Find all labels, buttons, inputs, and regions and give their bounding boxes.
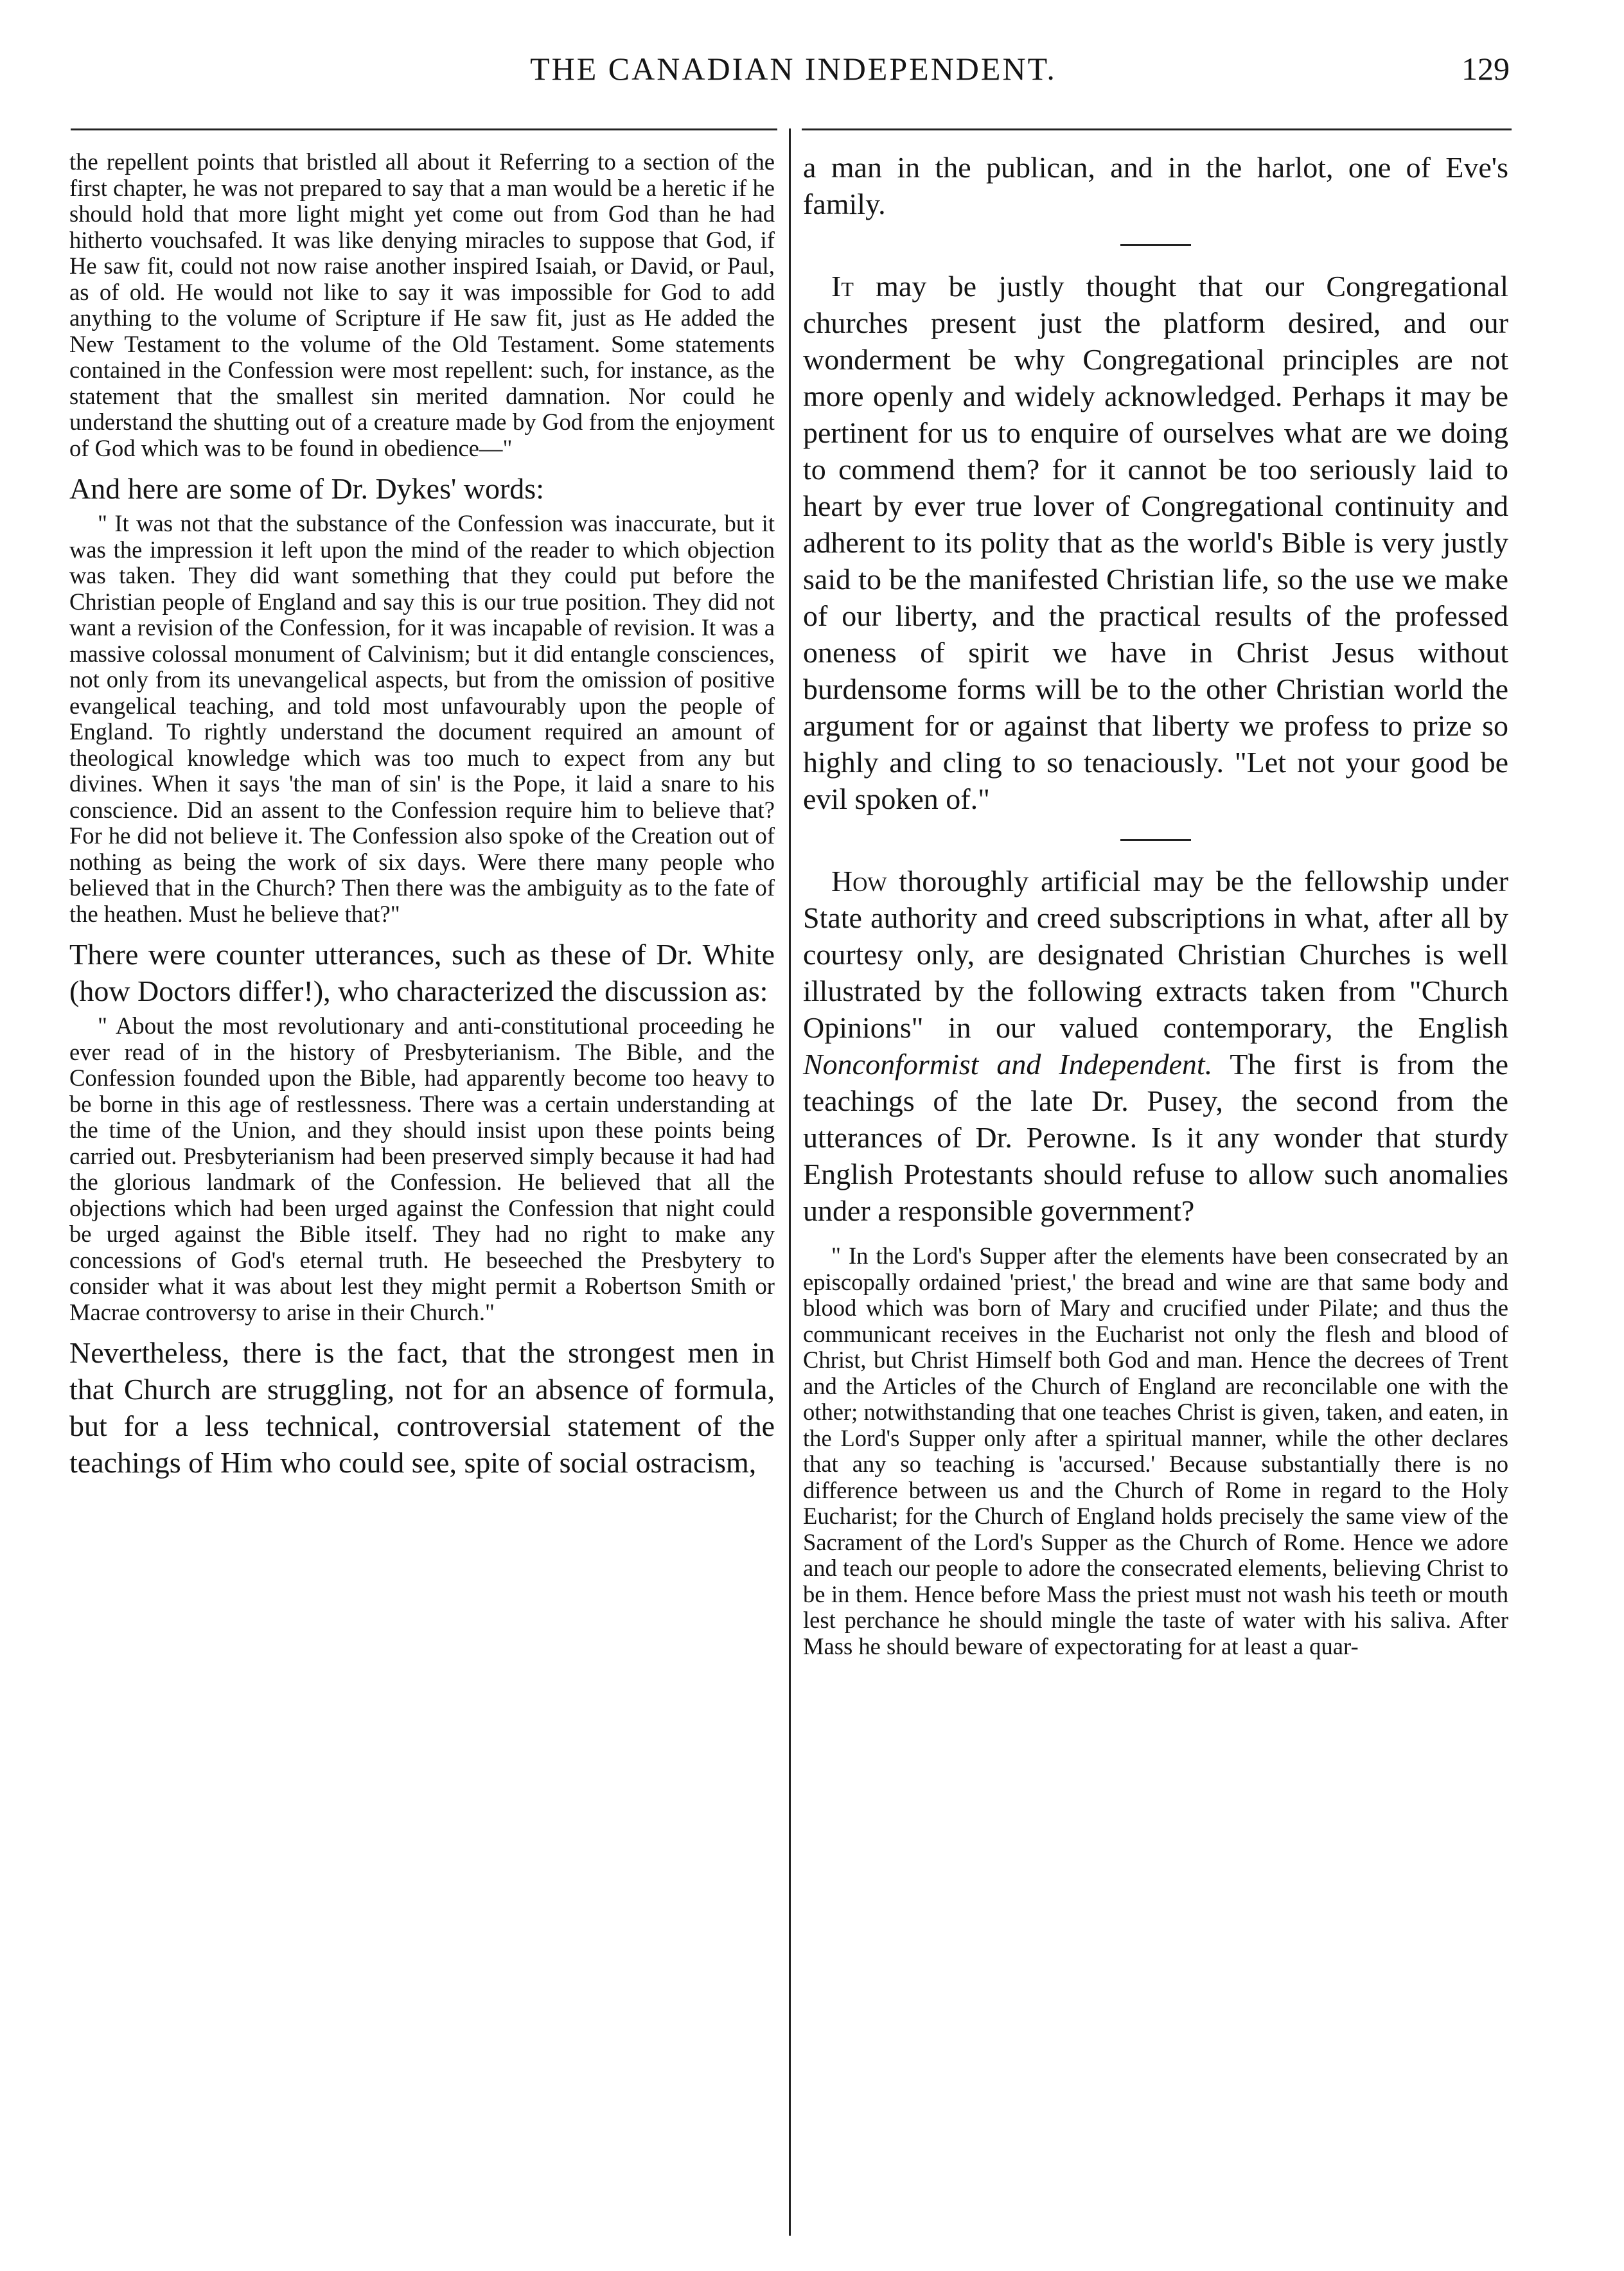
paragraph-text: may be justly thought that our Congregational churches present just the platform desired, and our wonderment be why Congregational principles are not more openly and widely acknowledged. Perhaps it may be pertinent for us to enquire of ourselves what are we doing to commend them? for it cannot be too seriously laid to heart by ever true lover of Congregational continuity and adherent to its polity that as the world's Bible is very justly said to be the manifested Christian life, so the use we make of our liberty, and the practical results of the professed oneness of spirit we have in Christ Jesus without burdensome forms will be to the other Christian world the argument for or against that liberty we profess to prize so highly and cling to so tenaciously. "Let not your good be evil spoken of." xyxy=(803,270,1508,815)
quote-dykes: " It was not that the substance of the Confession was inaccurate, but it was the impression it left upon the mind of the reader to which objection was taken. They did want something that they could put before the Christian people of England and say this is our true position. They did not want a revision of the Confession, for it was incapable of revision. It was a massive colossal monument of Calvinism; but it did entangle consciences, not only from its unevangelical aspects, but from the omission of positive evangelical teaching, and told most unfavourably upon the people of England. To rightly understand the document required an amount of theological knowledge which was too much to expect from any but divines. When it says 'the man of sin' is the Pope, it laid a snare to his conscience. Did an assent to the Confession require him to believe that? For he did not believe it. The Confession also spoke of the Creation out of nothing as being the work of six days. Were there many people who believed that in the Church? Then there was the ambiguity as to the fate of the heathen. Must he believe that?" xyxy=(69,510,775,927)
paragraph-text: The first is from the teachings of the late Dr. Pusey, the second from the utterances of Dr. Perowne. Is it any wonder that sturdy English Protestants should refuse to allow such anomalies under a responsible government? xyxy=(803,1048,1508,1227)
paragraph-intro-white: There were counter utterances, such as these of Dr. White (how Doctors differ!), who characterized the discussion as: xyxy=(69,938,775,1007)
lead-word: How xyxy=(831,865,887,897)
page-number: 129 xyxy=(1461,51,1510,87)
left-column xyxy=(69,149,775,1481)
right-column xyxy=(803,149,1508,1659)
section-divider xyxy=(1120,839,1191,841)
journal-title: THE CANADIAN INDEPENDENT. xyxy=(530,51,1057,87)
publication-name: Nonconformist and Independent. xyxy=(803,1048,1213,1081)
quote-pusey: " In the Lord's Supper after the elements have been consecrated by an episcopally ordained 'priest,' the bread and wine are that same body and blood which was born of Mary and crucified under Pilate; and thus the communicant receives in the Eucharist not only the flesh and blood of Christ, but Christ Himself both God and man. Hence the decrees of Trent and the Articles of the Church of England are reconcilable one with the other; notwithstanding that one teaches Christ is given, taken, and eaten, in the Lord's Supper only after a spiritual manner, while the other declares that any so teaching is 'accursed.' Because substantially there is no difference between us and the Church of Rome in regard to the Holy Eucharist; for the Church of England holds precisely the same view of the Sacrament of the Lord's Supper as the Church of Rome. Hence we adore and teach our people to adore the consecrated elements, believing Christ to be in them. Hence before Mass the priest must not wash his teeth or mouth lest perchance he should mingle the taste of water with his saliva. After Mass he should beware of expectorating for at least a quar- xyxy=(803,1242,1508,1659)
lead-word: It xyxy=(831,270,854,303)
paragraph-intro-dykes: And here are some of Dr. Dykes' words: xyxy=(69,472,544,505)
header-rule-right xyxy=(802,128,1512,130)
quote-white: " About the most revolutionary and anti-constitutional proceeding he ever read of in the history of Presbyterianism. The Bible, and the Confession founded upon the Bible, had apparently become too heavy to be borne in this age of restlessness. There was a certain understanding at the time of the Union, and they should insist upon these points being carried out. Presbyterianism had been preserved simply because it had had the glorious landmark of the Confession. He believed that all the objections which had been urged against the Confession that night could be urged against the Bible itself. They had no right to make any concessions of God's eternal truth. He beseeched the Presbytery to consider what it was about lest they might permit a Robertson Smith or Macrae controversy to arise in their Church." xyxy=(69,1012,775,1325)
paragraph-continued-right: a man in the publican, and in the harlot, one of Eve's family. xyxy=(803,151,1508,220)
paragraph-nevertheless: Nevertheless, there is the fact, that the strongest men in that Church are struggling, not for an absence of formula, but for a less technical, controversial statement of the teachings of Him who could see, spite of social ostracism, xyxy=(69,1336,775,1479)
header-rule-left xyxy=(71,128,777,130)
column-divider xyxy=(789,128,791,2236)
paragraph-artificial xyxy=(803,863,1508,1229)
paragraph-congregational xyxy=(803,268,1508,817)
paragraph-continued: the repellent points that bristled all about it Referring to a section of the first chapter, he was not prepared to say that a man would be a heretic if he should hold that more light might yet come out from God than he had hitherto vouchsafed. It was like denying miracles to suppose that God, if He saw fit, could not now raise another inspired Isaiah, or David, or Paul, as of old. He would not like to say it was impossible for God to add anything to the volume of Scripture if He saw fit, just as He added the New Testament to the volume of the Old Testament. Some statements contained in the Confession were most repellent: such, for instance, as the statement that the smallest sin merited damnation. Nor could he understand the shutting out of a creature made by God from the enjoyment of God which was to be found in obedience—" xyxy=(69,148,775,461)
paragraph-text: thoroughly artificial may be the fellowship under State authority and creed subscriptions in what, after all by courtesy only, are designated Christian Churches is well illustrated by the following extracts taken from "Church Opinions" in our valued contemporary, the English xyxy=(803,865,1508,1044)
running-header xyxy=(77,50,1510,89)
section-divider xyxy=(1120,244,1191,246)
